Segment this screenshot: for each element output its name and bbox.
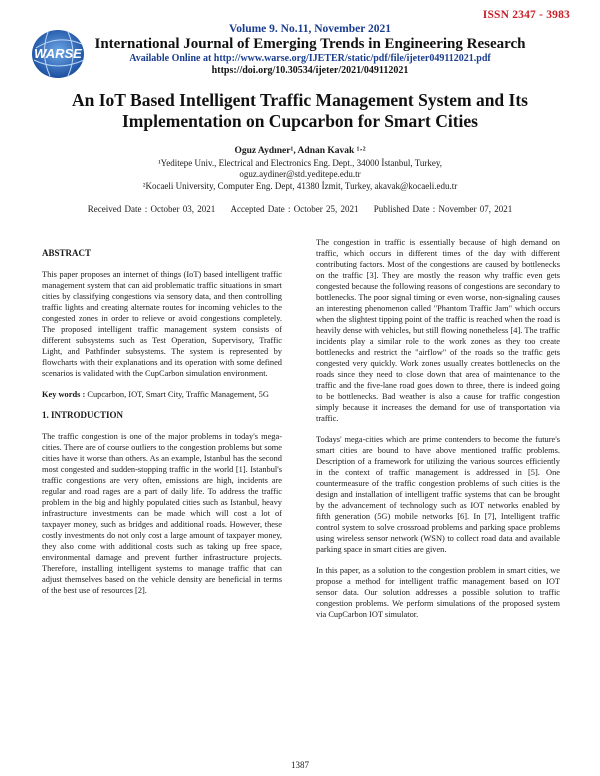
left-column bbox=[42, 248, 282, 606]
abstract-text: This paper proposes an internet of things (IoT) based intelligent traffic management system that can aid problematic traffic situations in smart cities by classifying congestions via sensory data, and then controlling traffic lights and creating alternate routes for incoming vehicles to the congested zones in order to relieve or avoid congestions completely. The proposed intelligent traffic management system consists of different subsystems such as Test Operation, Supervisory, Traffic Light, and Pathfinder subsystems. The system is represented by flowcharts with their explanations and its operation with some defined scenarios is validated with the CupCarbon simulation environment. bbox=[42, 270, 282, 378]
date-line bbox=[40, 204, 560, 214]
published-date: Published Date : November 07, 2021 bbox=[373, 204, 513, 214]
doi-link[interactable]: https://doi.org/10.30534/ijeter/2021/049112021 bbox=[211, 65, 409, 76]
introduction-paragraph: The traffic congestion is one of the major problems in today's mega-cities. There are of course outliers to the congestion problems but some cities have it worse than others. As an example, Istanbul has the second most congested and sudden-stopping traffic in the world [1]. Istanbul's traffic congestions are very often, emissions are high, incidents are regular and road rages are a part of daily life. To address the traffic problem in the big and highly populated cities such as Istanbul, heavy infrastructure investments can be made which will cost a lot of taxpayer money, such as bridges and additional roads. However, these costly investments do not only cost a large amount of taxpayer money, they also come with additional costs such as taking up free space, environmental damage and prevent further infrastructure projects. Therefore, installing intelligent systems to manage traffic that can adjust themselves based on the vehicle density are beneficial in terms of the best use of resources [2]. bbox=[42, 432, 282, 595]
keywords-list: Cupcarbon, IOT, Smart City, Traffic Management, 5G bbox=[85, 390, 269, 399]
right-paragraph-2: Todays' mega-cities which are prime contenders to become the future's smart cities are bound to have above mentioned traffic problems. Description of a framework for utilizing the various sources efficiently in the context of traffic management is addressed in [5]. One countermeasure of the traffic congestion problems of such cities is the design and installation of intelligent traffic systems that can be brought by the advancement of technology such as IOT networks enabled by fifth generation (5G) mobile networks [6]. In [7], Intelligent traffic control system to solve crossroad problems and parking space problems using wireless sensor network (WSN) to collect road data and available parking space in smart cities are given. bbox=[316, 435, 560, 554]
right-column bbox=[316, 237, 560, 630]
right-paragraph-3: In this paper, as a solution to the congestion problem in smart cities, we propose a method for intelligent traffic management based on IOT sensor data. Our solution addresses a possible solution to traffic congestion problems. We perform simulations of the proposed system via CupCarbon IOT simulator. bbox=[316, 566, 560, 619]
right-paragraph-1: The congestion in traffic is essentially because of high demand on traffic, which occurs in different times of the day with different contributing factors. Most of the congestions are caused by bottlenecks on the traffic [3]. They are mostly the reason why traffic even gets congested because the following reasons of congestions are secondary to bottlenecks. The poor signal timing or even worse, non-signaling causes an interesting phenomenon called "Phantom Traffic Jam" which occurs when the slightest tipping point of the traffic is reached when the road is heavily dense with vehicles, but still flowing nonetheless [4]. The traffic incidents play a similar role to the work zones as they too create bottlenecks and restrict the "airflow" of the roads so the traffic gets congested very quickly. Work zones usually creates bottlenecks on the roads since they need to close down that area of maintenance to the traffic and the five-lane road goes down to three, there is indeed going to be bottlenecks. Bad weather is also a cause for traffic congestion simply because it increases the demand for use of transportation via traffic. bbox=[316, 238, 560, 423]
accepted-date: Accepted Date : October 25, 2021 bbox=[230, 204, 359, 214]
author-names: Oguz Aydıner¹, Adnan Kavak ¹·² bbox=[234, 146, 366, 156]
author-block bbox=[60, 146, 540, 192]
affiliation-2: ²Kocaeli University, Computer Eng. Dept, 41380 İzmit, Turkey, akavak@kocaeli.edu.tr bbox=[142, 180, 458, 191]
page-number: 1387 bbox=[291, 760, 309, 770]
journal-masthead bbox=[90, 22, 530, 77]
available-online-link[interactable]: Available Online at http://www.warse.org/IJETER/static/pdf/file/ijeter049112021.pdf bbox=[129, 53, 491, 64]
abstract-heading: ABSTRACT bbox=[42, 248, 92, 258]
author-email-1: oguz.aydiner@std.yeditepe.edu.tr bbox=[239, 169, 361, 179]
volume-issue: Volume 9. No.11, November 2021 bbox=[229, 23, 391, 35]
keywords-label: Key words : bbox=[42, 390, 86, 399]
affiliation-1: ¹Yeditepe Univ., Electrical and Electronics Eng. Dept., 34000 İstanbul, Turkey, bbox=[157, 157, 443, 168]
journal-title: International Journal of Emerging Trends in Engineering Research bbox=[94, 36, 526, 52]
paper-title: An IoT Based Intelligent Traffic Management System and Its Implementation on Cupcarbon for Smart Cities bbox=[72, 90, 528, 131]
issn-label: ISSN 2347 - 3983 bbox=[482, 9, 570, 21]
svg-text:WARSE: WARSE bbox=[34, 46, 82, 61]
received-date: Received Date : October 03, 2021 bbox=[87, 204, 216, 214]
introduction-heading: 1. INTRODUCTION bbox=[42, 410, 124, 420]
keywords bbox=[42, 389, 282, 400]
